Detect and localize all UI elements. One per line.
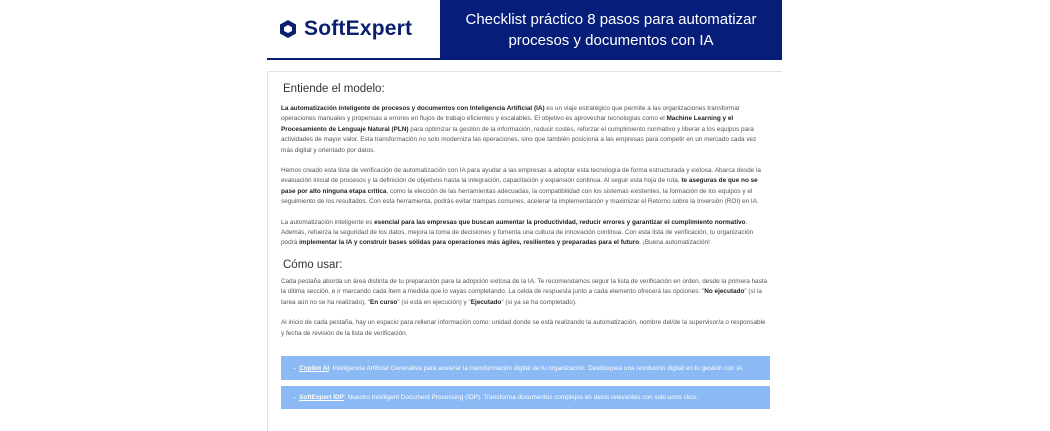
title-banner <box>440 0 782 60</box>
arrow-icon: → <box>291 364 300 372</box>
logo-text: SoftExpert <box>304 17 413 40</box>
arrow-icon: → <box>291 393 300 401</box>
text: para optimizar la gestión de la información, reducir costes, reforzar el cumplimiento normativo y liberar a los equipos para actividades de mayor valor. Esta transformación no solo moderniza las operaciones, sino que también posiciona a las empresas para competir en un mercado cada vez más digital y orientado por datos. <box>281 125 757 154</box>
text: " (si ya se ha completado). <box>501 298 577 306</box>
title-line-2: procesos y documentos con IA <box>508 32 714 49</box>
text: es un viaje estratégico que permite a las organizaciones transformar operaciones manuales y propensas a errores en flujos de trabajo eficientes y escalables. El objetivo es aprovechar tecnologías como el <box>281 105 740 123</box>
bold-text: Machine Learning y el Procesamiento de Lenguaje Natural (PLN) <box>281 115 734 133</box>
section-heading-usage: Cómo usar: <box>283 258 343 271</box>
promo-text: : Nuestro Intelligent Document Processing (IDP). Transforma documentos complejos en datos relevantes con solo unos clics. <box>343 393 698 401</box>
text: " (si está en ejecución) y " <box>397 298 471 306</box>
bold-text: implementar la IA y construir bases sólidas para operaciones más ágiles, resilientes y preparadas para el futuro <box>299 239 640 247</box>
section-heading-model: Entiende el modelo: <box>283 83 385 95</box>
title-line-1: Checklist práctico 8 pasos para automatizar <box>465 11 757 28</box>
paragraph-benefits <box>281 218 770 249</box>
content-card <box>267 71 782 431</box>
status-option-executed: Ejecutado <box>470 298 502 306</box>
text: , como la elección de las herramientas adecuadas, la compatibilidad con los sistemas existentes, la formación de los equipos y el seguimiento de los resultados. Con esta herramienta, podrás evitar trampas comunes, acelerar la implementación y maximizar el Retorno sobre la Inversión (ROI) en IA. <box>281 187 759 206</box>
promo-copilot-ai <box>281 356 770 380</box>
text: Hemos creado esta lista de verificación de automatización con IA para ayudar a las empresas a adoptar esta tecnología de forma estructurada y exitosa. Abarca desde la evaluación inicial de procesos y la definición de objetivos hasta la integración, capacitación y expansión continua. Al seguir esta hoja de ruta, <box>281 167 761 185</box>
softexpert-idp-link[interactable]: SoftExpert IDP <box>299 393 344 401</box>
status-option-in-progress: En curso <box>369 298 398 306</box>
text: . Además, refuerza la seguridad de los datos, mejora la toma de decisiones y fomenta una cultura de innovación continua. Con esta lista de verificación, tu organización podrá <box>281 218 754 247</box>
paragraph-tab-info: Al inicio de cada pestaña, hay un espacio para rellenar información como: unidad donde se está realizando la automatización, nombre del/de la supervisor/a o responsable y fecha de revisión de la lista de verificación. <box>281 319 766 337</box>
bold-text: esencial para las empresas que buscan aumentar la productividad, reducir errores y garantizar el cumplimiento normativo <box>374 218 746 226</box>
bold-text: te aseguras de que no se pase por alto ninguna etapa crítica <box>281 177 758 195</box>
text: Cada pestaña aborda un área distinta de tu preparación para la adopción exitosa de la IA. Te recomendamos seguir la lista de verificación en orden, desde la primera hasta la última sección, e ir marcando cada ítem a medida que lo vayas completando. La celda de respuesta junto a cada elemento ofrecerá las opciones: " <box>281 277 768 296</box>
text: . ¡Buena automatización! <box>639 239 710 247</box>
bold-text: La automatización inteligente de procesos y documentos con Inteligencia Artificial (IA) <box>281 105 545 112</box>
paragraph-intro <box>281 104 770 156</box>
promo-text: : Inteligencia Artificial Generativa para acelerar la transformación digital de tu organización. Desbloquea una revolución digital en tu gestión con IA. <box>329 364 745 372</box>
paragraph-usage <box>281 277 770 308</box>
status-option-not-executed: No ejecutado <box>704 288 745 296</box>
logo <box>267 0 440 60</box>
text: La automatización inteligente es <box>281 218 375 226</box>
softexpert-logo-icon <box>278 19 298 39</box>
text: " (si la tarea aún no se ha realizado), " <box>281 288 762 306</box>
promo-softexpert-idp <box>281 386 770 409</box>
paragraph-checklist <box>281 166 770 208</box>
copilot-ai-link[interactable]: Copilot AI <box>299 364 330 372</box>
